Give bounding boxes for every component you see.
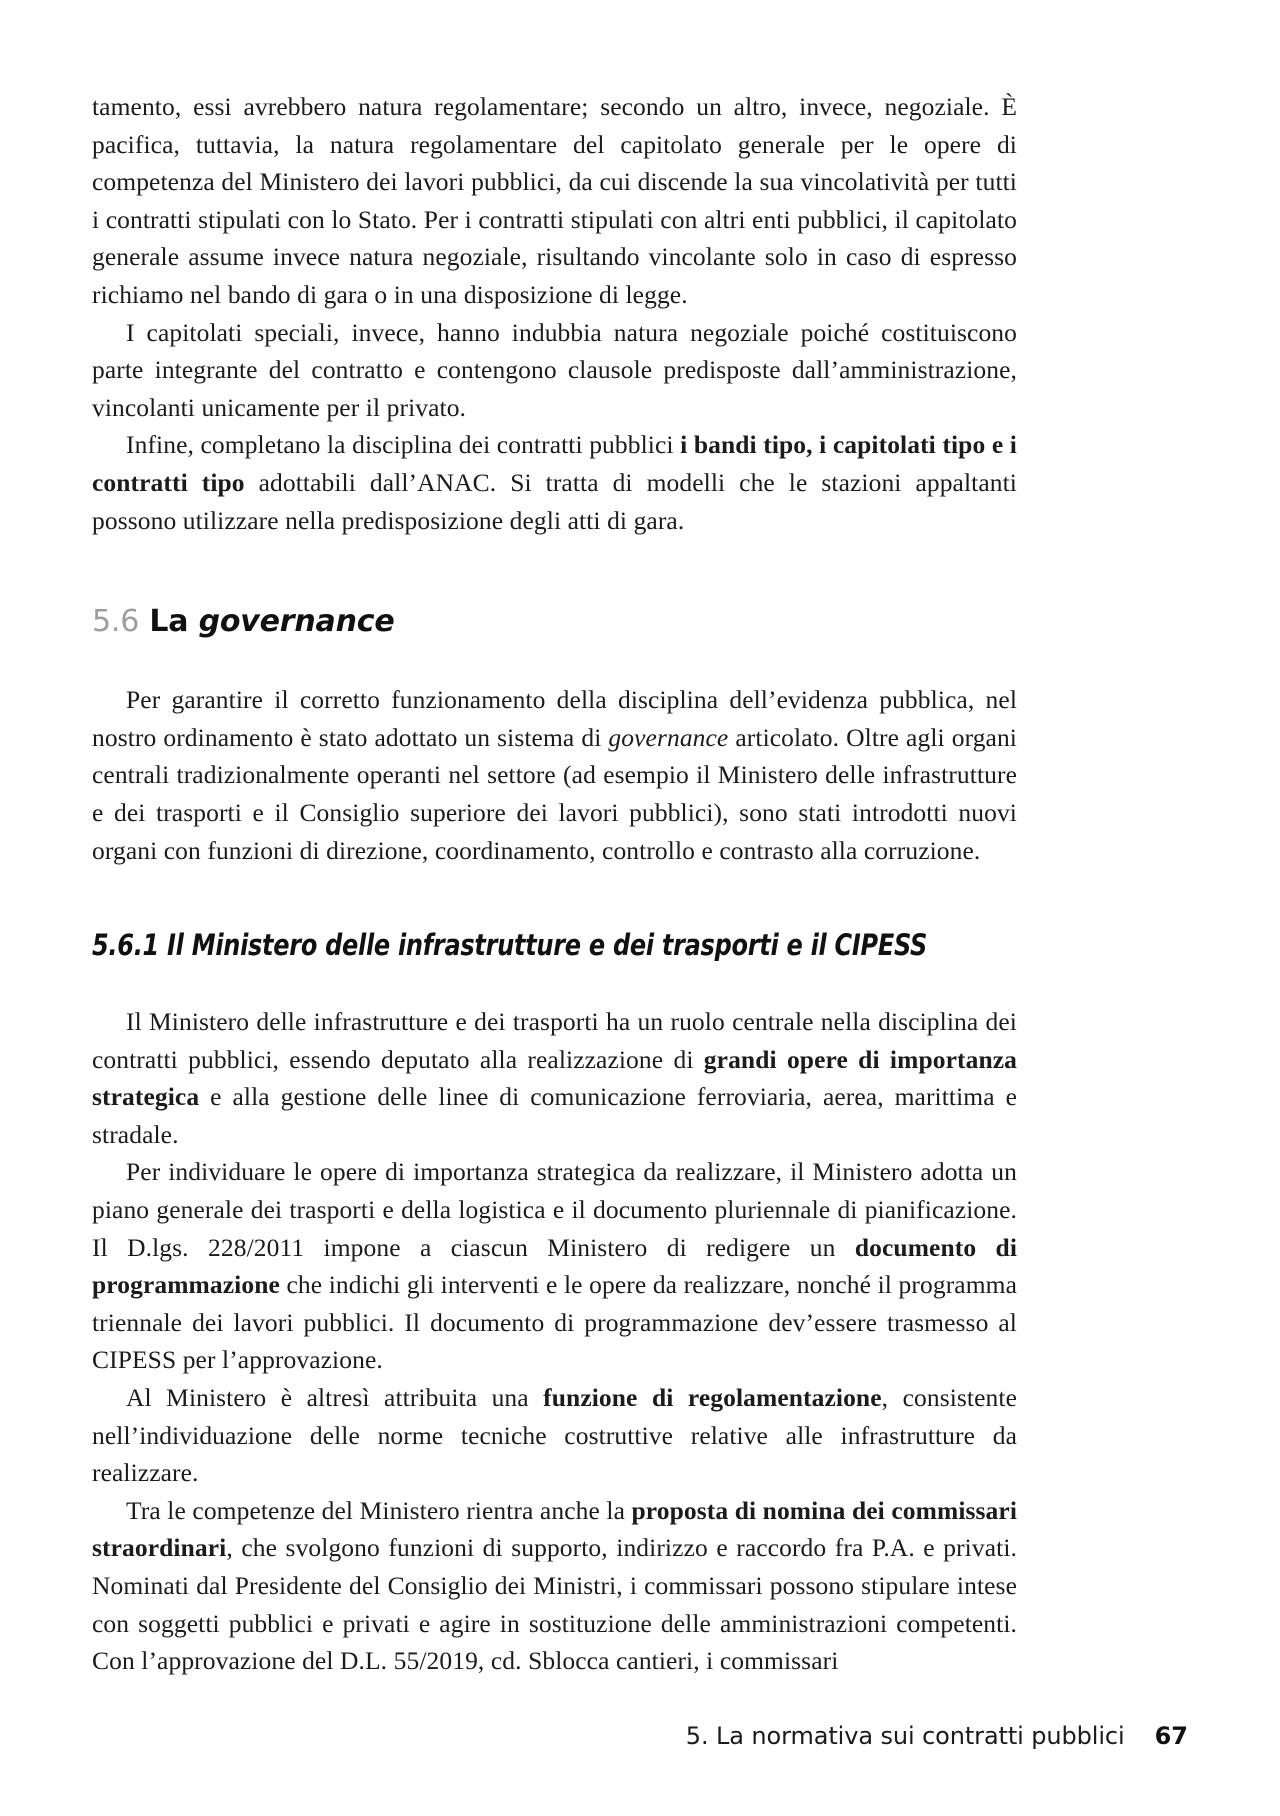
paragraph-programmazione-pre: Per individuare le opere di importanza strategica da realizzare, il Ministero adotta un piano generale dei trasporti e della logistica e il documento pluriennale di pianificazione. Il D.lgs. 228/2011 impone a ciascun Ministero di redigere un <box>92 1157 1017 1262</box>
page-footer <box>92 1722 1188 1750</box>
subsection-heading-5-6-1: 5.6.1 Il Ministero delle infrastrutture e dei trasporti e il CIPESS <box>92 928 928 963</box>
section-number-5-6: 5.6 <box>92 604 140 640</box>
paragraph-regolamentazione <box>92 1379 1017 1492</box>
paragraph-mit-ruolo-pre: Il Ministero delle infrastrutture e dei trasporti ha un ruolo centrale nella disciplina dei contratti pubblici, essendo deputato alla realizzazione di <box>92 1007 1017 1074</box>
paragraph-governance-pre: Per garantire il corretto funzionamento della disciplina dell’evidenza pubblica, nel nostro ordinamento è stato adottato un sistema di <box>92 685 1017 752</box>
paragraph-commissari-post: , che svolgono funzioni di supporto, indirizzo e raccordo fra P.A. e privati. Nominati dal Presidente del Consiglio dei Ministri, i commissari possono stipulare intese con soggetti pubblici e privati e agire in sostituzione delle amministrazioni competenti. Con l’approvazione del D.L. 55/2019, cd. Sblocca cantieri, i commissari <box>92 1533 1017 1676</box>
paragraph-bandi-tipo <box>92 426 1017 539</box>
paragraph-regolamentazione-post: , consistente nell’individuazione delle norme tecniche costruttive relative alle infrastrutture da realizzare. <box>92 1383 1017 1488</box>
footer-chapter-title: 5. La normativa sui contratti pubblici <box>685 1722 1125 1750</box>
paragraph-bandi-tipo-bold: i bandi tipo, i capitolati tipo e i contratti tipo <box>92 430 1017 497</box>
spacer-after-heading-5-6 <box>92 641 1017 681</box>
section-title-italic: governance <box>198 604 395 640</box>
paragraph-programmazione <box>92 1153 1017 1379</box>
page-content <box>92 88 1017 1680</box>
paragraph-continuation: tamento, essi avrebbero natura regolamentare; secondo un altro, invece, negoziale. È pacifica, tuttavia, la natura regolamentare del capitolato generale per le opere di competenza del Ministero dei lavori pubblici, da cui discende la sua vincolatività per tutti i contratti stipulati con lo Stato. Per i contratti stipulati con altri enti pubblici, il capitolato generale assume invece natura negoziale, risultando vincolante solo in caso di espresso richiamo nel bando di gara o in una disposizione di legge. <box>92 92 1017 309</box>
paragraph-mit-ruolo-bold: grandi opere di importanza strategica <box>92 1044 1017 1112</box>
subsection-heading-5-6-1-block <box>92 927 1017 963</box>
paragraph-commissari-bold: proposta di nomina dei commissari straordinari <box>92 1495 1017 1563</box>
paragraph-mit-ruolo <box>92 1003 1017 1153</box>
paragraph-governance-italic: governance <box>608 722 729 752</box>
paragraph-governance-post: articolato. Oltre agli organi centrali tradizionalmente operanti nel settore (ad esempio il Ministero delle infrastrutture e dei trasporti e il Consiglio superiore dei lavori pubblici), sono stati introdotti nuovi organi con funzioni di direzione, coordinamento, controllo e contrasto alla corruzione. <box>92 722 1017 865</box>
paragraph-mit-ruolo-post: e alla gestione delle linee di comunicazione ferroviaria, aerea, marittima e stradale. <box>92 1082 1017 1149</box>
section-heading-5-6-block <box>92 603 1017 641</box>
paragraph-programmazione-post: che indichi gli interventi e le opere da realizzare, nonché il programma triennale dei lavori pubblici. Il documento di programmazione dev’essere trasmesso al CIPESS per l’approvazione. <box>92 1270 1017 1375</box>
paragraph-governance <box>92 681 1017 869</box>
section-heading-5-6 <box>92 603 1017 641</box>
paragraph-regolamentazione-bold: funzione di regolamentazione <box>543 1383 882 1413</box>
spacer-after-heading-5-6-1 <box>92 963 1017 1003</box>
paragraph-commissari-pre: Tra le competenze del Ministero rientra anche la <box>126 1495 632 1525</box>
paragraph-bandi-tipo-pre: Infine, completano la disciplina dei contratti pubblici <box>126 430 681 460</box>
paragraph-programmazione-bold: documento di programmazione <box>92 1232 1017 1300</box>
paragraph-bandi-tipo-post: adottabili dall’ANAC. Si tratta di modelli che le stazioni appaltanti possono utilizzare nella predisposizione degli atti di gara. <box>92 467 1017 535</box>
paragraph-regolamentazione-pre: Al Ministero è altresì attribuita una <box>126 1383 544 1413</box>
paragraph-commissari <box>92 1492 1017 1680</box>
footer-page-number: 67 <box>1154 1722 1188 1750</box>
paragraph-capitolati-speciali: I capitolati speciali, invece, hanno indubbia natura negoziale poiché costituiscono parte integrante del contratto e contengono clausole predisposte dall’amministrazione, vincolanti unicamente per il privato. <box>92 317 1017 422</box>
section-title-regular: La <box>149 604 189 640</box>
